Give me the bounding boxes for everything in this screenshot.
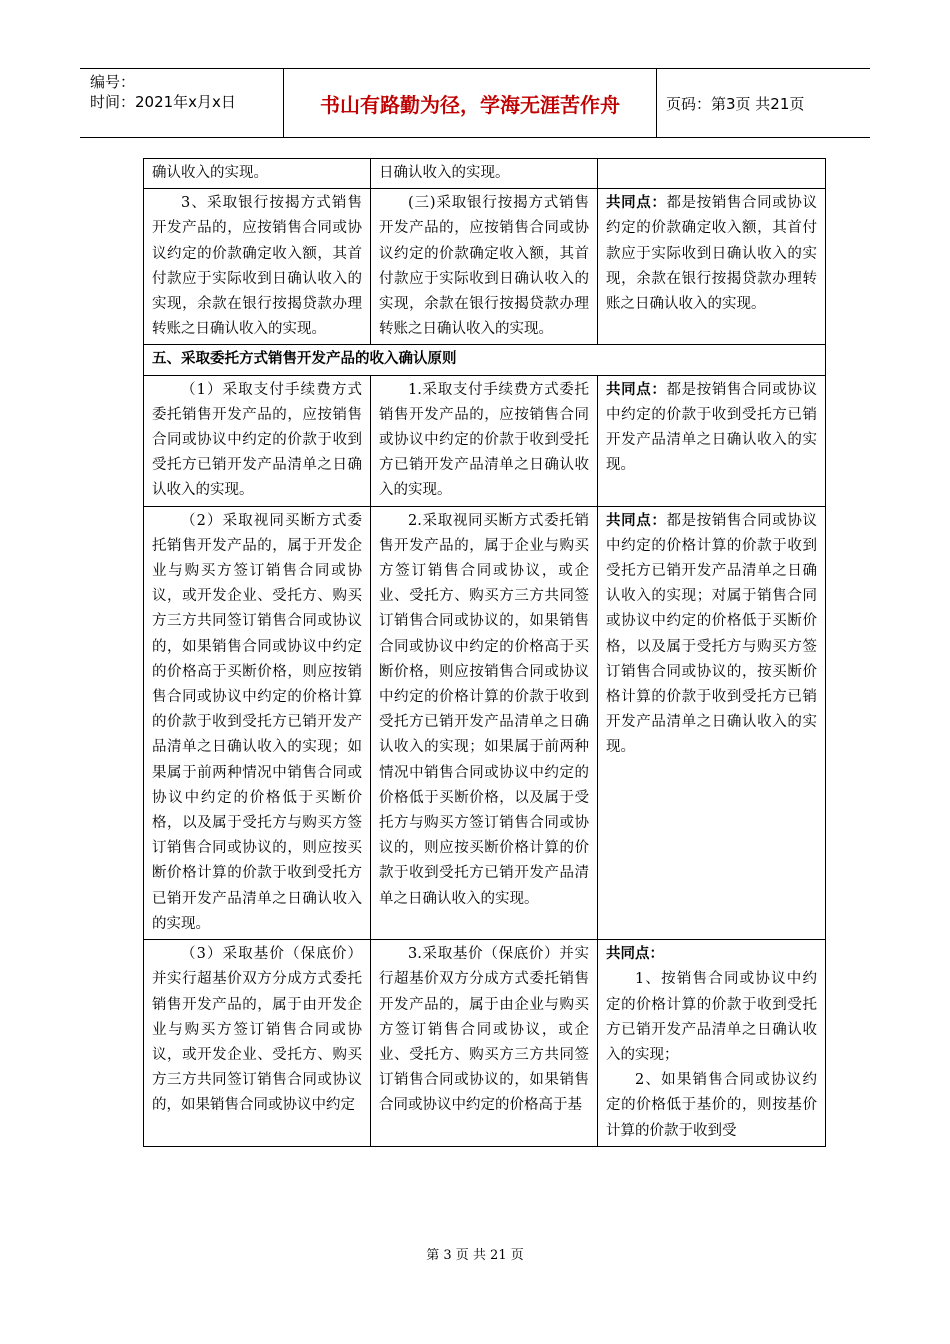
table-cell: (三)采取银行按揭方式销售开发产品的，应按销售合同或协议约定的价款确定收入额，其首付款应于实际收到日确认收入的实现，余款在银行按揭贷款办理转账之日确认收入的实现。 [371, 189, 598, 345]
table-cell: （2）采取视同买断方式委托销售开发产品的，属于开发企业与购买方签订销售合同或协议，或开发企业、受托方、购买方三方共同签订销售合同或协议的，如果销售合同或协议中约定的价格高于买断价格，则应按销售合同或协议中约定的价格计算的价款于收到受托方已销开发产品清单之日确认收入的实现；如果属于前两种情况中销售合同或协议中约定的价格低于买断价格，以及属于受托方与购买方签订销售合同或协议的，则应按买断价格计算的价款于收到受托方已销开发产品清单之日确认收入的实现。 [144, 506, 371, 939]
table-row [144, 189, 826, 345]
header-meta [80, 69, 284, 137]
common-point-text: 都是按销售合同或协议中约定的价格计算的价款于收到受托方已销开发产品清单之日确认收入的实现；对属于销售合同或协议中约定的价格低于买断价格，以及属于受托方与购买方签订销售合同或协议的，按买断价格计算的价款于收到受托方已销开发产品清单之日确认收入的实现。 [606, 512, 818, 756]
table-cell [598, 506, 826, 939]
common-point-label: 共同点： [606, 195, 667, 212]
table-cell [598, 159, 826, 189]
common-point-text: 都是按销售合同或协议中约定的价款于收到受托方已销开发产品清单之日确认收入的实现。 [606, 381, 818, 474]
section-title: 五、采取委托方式销售开发产品的收入确认原则 [144, 345, 826, 375]
table-row [144, 159, 826, 189]
time-label: 时间：2021年x月x日 [90, 93, 236, 111]
section-row [144, 345, 826, 375]
comparison-table [143, 158, 826, 1147]
common-point-label: 共同点： [606, 381, 667, 398]
page-header [80, 68, 870, 138]
header-motto: 书山有路勤为径，学海无涯苦作舟 [284, 69, 657, 137]
table-row [144, 506, 826, 939]
common-point-item: 2、如果销售合同或协议约定的价格低于基价的，则按基价计算的价款于收到受 [606, 1072, 817, 1139]
table-cell: （1）采取支付手续费方式委托销售开发产品的，应按销售合同或协议中约定的价款于收到受托方已销开发产品清单之日确认收入的实现。 [144, 375, 371, 506]
table-row [144, 375, 826, 506]
code-label: 编号： [90, 73, 136, 91]
page-footer: 第 3 页 共 21 页 [426, 1248, 524, 1263]
table-cell: 1.采取支付手续费方式委托销售开发产品的，应按销售合同或协议中约定的价款于收到受托方已销开发产品清单之日确认收入的实现。 [371, 375, 598, 506]
header-page-number: 页码：第3页 共21页 [666, 94, 805, 113]
table-cell: 确认收入的实现。 [144, 159, 371, 189]
common-point-item: 1、按销售合同或协议中约定的价格计算的价款于收到受托方已销开发产品清单之日确认收入的实现； [606, 971, 817, 1063]
table-cell: 3.采取基价（保底价）并实行超基价双方分成方式委托销售开发产品的，属于由企业与购买方签订销售合同或协议，或企业、受托方、购买方三方共同签订销售合同或协议的，如果销售合同或协议中约定的价格高于基 [371, 940, 598, 1147]
common-point-text: 都是按销售合同或协议约定的价款确定收入额，其首付款应于实际收到日确认收入的实现，余款在银行按揭贷款办理转账之日确认收入的实现。 [606, 195, 818, 313]
table-row [144, 940, 826, 1147]
table-cell: 2.采取视同买断方式委托销售开发产品的，属于企业与购买方签订销售合同或协议，或企业、受托方、购买方三方共同签订销售合同或协议的，如果销售合同或协议中约定的价格高于买断价格，则应按销售合同或协议中约定的价格计算的价款于收到受托方已销开发产品清单之日确认收入的实现；如果属于前两种情况中销售合同或协议中约定的价格低于买断价格，以及属于受托方与购买方签订销售合同或协议的，则应按买断价格计算的价款于收到受托方已销开发产品清单之日确认收入的实现。 [371, 506, 598, 939]
table-cell [598, 940, 826, 1147]
table-cell: （3）采取基价（保底价）并实行超基价双方分成方式委托销售开发产品的，属于由开发企业与购买方签订销售合同或协议，或开发企业、受托方、购买方三方共同签订销售合同或协议的，如果销售合同或协议中约定 [144, 940, 371, 1147]
table-cell [598, 189, 826, 345]
common-point-label: 共同点： [606, 946, 664, 963]
table-cell [598, 375, 826, 506]
table-cell: 3、采取银行按揭方式销售开发产品的，应按销售合同或协议约定的价款确定收入额，其首付款应于实际收到日确认收入的实现，余款在银行按揭贷款办理转账之日确认收入的实现。 [144, 189, 371, 345]
common-point-label: 共同点： [606, 512, 667, 529]
table-cell: 日确认收入的实现。 [371, 159, 598, 189]
